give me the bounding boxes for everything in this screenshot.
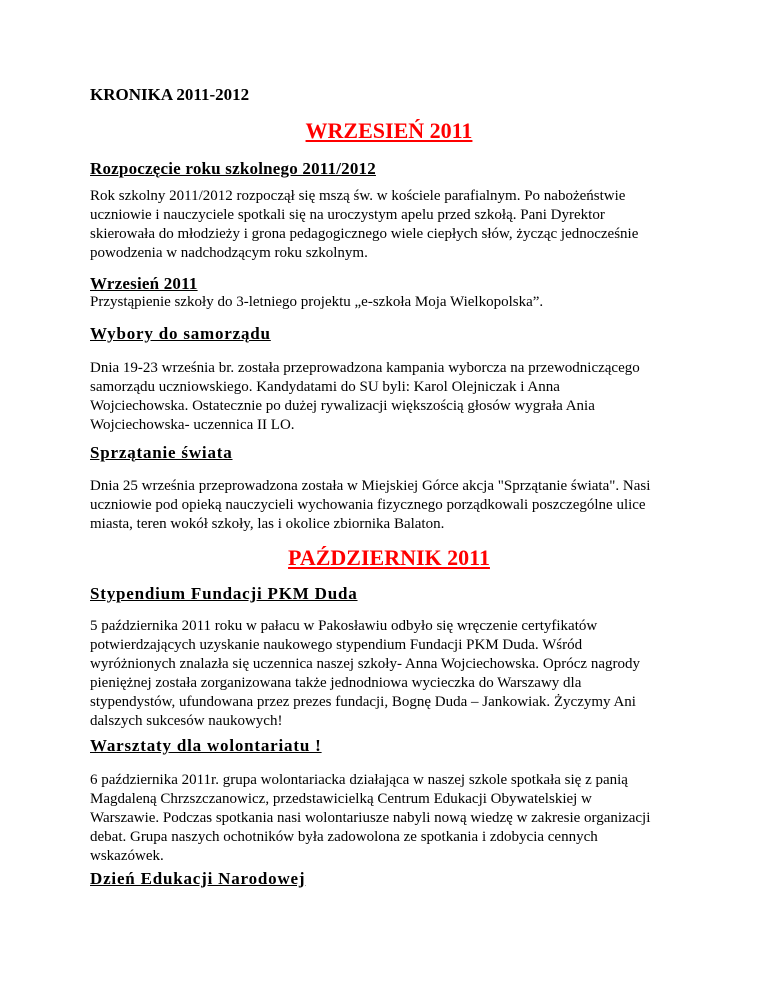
month-heading-september: WRZESIEŃ 2011 <box>305 118 473 143</box>
paragraph-line: powodzenia w nadchodzącym roku szkolnym. <box>90 245 368 261</box>
paragraph-line: 5 października 2011 roku w pałacu w Pakosławiu odbyło się wręczenie certyfikatów <box>90 618 598 634</box>
paragraph-line: stypendystów, ufundowana przez prezes fundacji, Bognę Duda – Jankowiak. Życzymy Ani <box>90 694 636 710</box>
paragraph-line: Magdaleną Chrzszczanowicz, przedstawicielką Centrum Edukacji Obywatelskiej w <box>90 791 592 807</box>
paragraph-line: wyróżnionych znalazła się uczennica naszej szkoły- Anna Wojciechowska. Oprócz nagrody <box>90 656 640 672</box>
section-body-september <box>90 293 688 312</box>
paragraph-line: Dnia 19-23 września br. została przeprowadzona kampania wyborcza na przewodniczącego <box>90 360 640 376</box>
paragraph-line: wskazówek. <box>90 848 164 864</box>
paragraph-line: samorządu uczniowskiego. Kandydatami do SU byli: Karol Olejniczak i Anna <box>90 379 560 395</box>
section-title-scholarship: Stypendium Fundacji PKM Duda <box>90 584 358 603</box>
paragraph-line: Wojciechowska- uczennica II LO. <box>90 417 295 433</box>
section-body-volunteer-workshop <box>90 771 688 866</box>
section-school-year-start <box>90 159 688 179</box>
document-title: KRONIKA 2011-2012 <box>90 85 250 104</box>
paragraph-line: 6 października 2011r. grupa wolontariacka działająca w naszej szkole spotkała się z panią <box>90 772 628 788</box>
section-body-scholarship <box>90 617 688 731</box>
section-cleanup <box>90 443 688 463</box>
section-title-september: Wrzesień 2011 <box>90 274 198 293</box>
paragraph-line: Przystąpienie szkoły do 3-letniego projektu „e-szkoła Moja Wielkopolska”. <box>90 294 544 310</box>
paragraph-line: pieniężnej została zorganizowana także jednodniowa wycieczka do Warszawy dla <box>90 675 582 691</box>
section-title-cleanup: Sprzątanie świata <box>90 443 233 462</box>
section-title-school-year-start: Rozpoczęcie roku szkolnego 2011/2012 <box>90 159 376 178</box>
section-title-elections: Wybory do samorządu <box>90 324 271 343</box>
paragraph-line: Rok szkolny 2011/2012 rozpoczął się mszą św. w kościele parafialnym. Po nabożeństwie <box>90 188 626 204</box>
month-heading-september-wrap <box>90 118 688 144</box>
month-heading-october-wrap <box>90 545 688 571</box>
section-title-education-day: Dzień Edukacji Narodowej <box>90 869 306 888</box>
paragraph-line: uczniowie i nauczyciele spotkali się na uroczystym apelu przed szkołą. Pani Dyrektor <box>90 207 605 223</box>
paragraph-line: potwierdzających uzyskanie naukowego stypendium Fundacji PKM Duda. Wśród <box>90 637 583 653</box>
section-body-elections <box>90 359 688 435</box>
section-body-cleanup <box>90 477 688 534</box>
paragraph-line: miasta, teren wokół szkoły, las i okolice zbiornika Balaton. <box>90 516 445 532</box>
month-heading-october: PAŹDZIERNIK 2011 <box>288 545 490 570</box>
paragraph-line: uczniowie pod opieką nauczycieli wychowania fizycznego porządkowali poszczególne ulice <box>90 497 646 513</box>
section-body-school-year-start <box>90 187 688 263</box>
section-title-volunteer-workshop: Warsztaty dla wolontariatu ! <box>90 736 322 755</box>
paragraph-line: Warszawie. Podczas spotkania nasi wolontariusze nabyli nową wiedzę w zakresie organizacji <box>90 810 651 826</box>
paragraph-line: Dnia 25 września przeprowadzona została w Miejskiej Górce akcja "Sprzątanie świata". Nasi <box>90 478 651 494</box>
paragraph-line: dalszych sukcesów naukowych! <box>90 713 283 729</box>
section-volunteer-workshop <box>90 736 688 756</box>
paragraph-line: Wojciechowska. Ostatecznie po dużej rywalizacji większością głosów wygrała Ania <box>90 398 595 414</box>
paragraph-line: debat. Grupa naszych ochotników była zadowolona ze spotkania i zdobycia cennych <box>90 829 598 845</box>
section-education-day <box>90 869 688 889</box>
section-september-project <box>90 274 688 294</box>
section-scholarship <box>90 584 688 604</box>
paragraph-line: skierowała do młodzieży i grona pedagogicznego wiele ciepłych słów, życząc jednocześnie <box>90 226 639 242</box>
section-elections <box>90 324 688 344</box>
